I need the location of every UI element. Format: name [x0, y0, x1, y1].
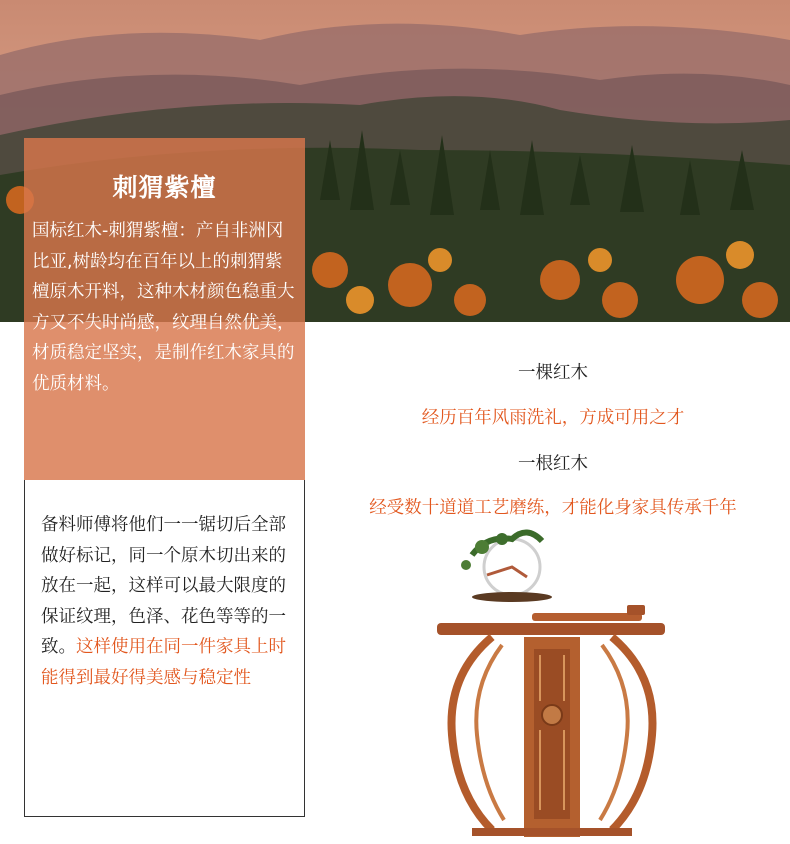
- info-description: 国标红木-刺猬紫檀：产自非洲冈比亚,树龄均在百年以上的刺猬紫檀原木开料，这种木材颜色稳重大方又不失时尚感，纹理自然优美，材质稳定坚实，是制作红木家具的优质材料。: [32, 221, 295, 394]
- tagline-2: 经历百年风雨洗礼，方成可用之才: [421, 408, 685, 428]
- process-text-plain: 备料师傅将他们一一锯切后全部做好标记，同一个原木切出来的放在一起，这样可以最大限度的保证纹理，色泽、花色等等的一致。: [41, 515, 286, 657]
- info-box: [24, 138, 305, 480]
- tagline-1: 一棵红木: [518, 363, 588, 383]
- tagline-4: 经受数十道道工艺磨练，才能化身家具传承千年: [369, 498, 737, 518]
- process-text-highlight: 这样使用在同一件家具上时能得到最好得美感与稳定性: [41, 637, 286, 688]
- tagline-3: 一根红木: [518, 454, 588, 474]
- info-title: 刺猬紫檀: [112, 173, 217, 202]
- rosewood-console-table-image: [432, 525, 672, 840]
- process-description: [41, 510, 299, 693]
- process-box: [24, 480, 305, 817]
